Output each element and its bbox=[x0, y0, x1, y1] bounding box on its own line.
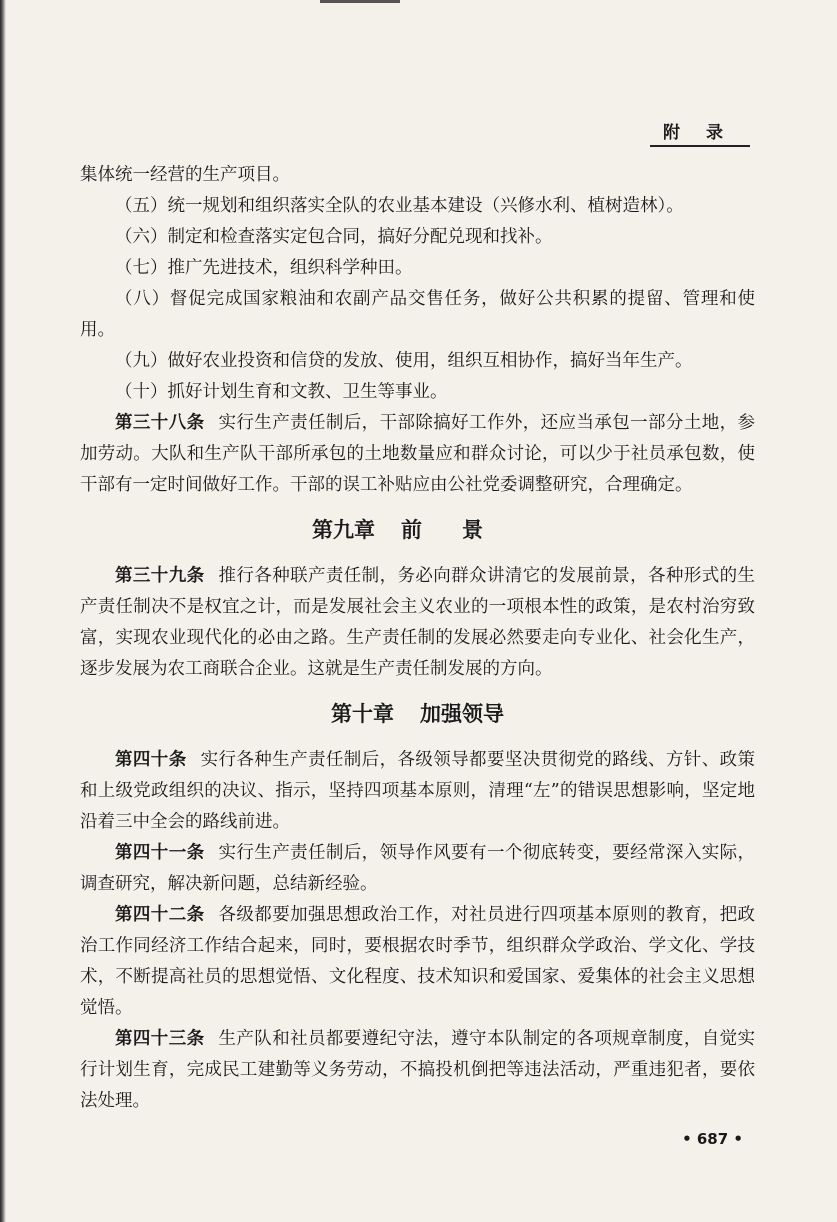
list-item-8: （八）督促完成国家粮油和农副产品交售任务，做好公共积累的提留、管理和使用。 bbox=[80, 289, 755, 340]
article-text: 生产队和社员都要遵纪守法，遵守本队制定的各项规章制度，自觉实行计划生育，完成民工建勤等义务劳动，不搞投机倒把等违法活动，严重违犯者，要依法处理。 bbox=[80, 1029, 756, 1111]
article-label: 第三十九条 bbox=[115, 566, 205, 586]
article-text: 推行各种联产责任制，务必向群众讲清它的发展前景，各种形式的生产责任制决不是权宜之计，而是发展社会主义农业的一项根本性的政策，是农村治穷致富，实现农业现代化的必由之路。生产责任制的发展必然要走向专业化、社会化生产，逐步发展为农工商联合企业。这就是生产责任制发展的方向。 bbox=[80, 566, 756, 679]
article-label: 第四十三条 bbox=[115, 1029, 205, 1049]
header-rule bbox=[650, 145, 750, 147]
chapter-title: 前景 bbox=[401, 518, 523, 542]
page-number: • 687 • bbox=[682, 1130, 743, 1148]
article-label: 第四十条 bbox=[115, 750, 187, 770]
scan-edge bbox=[0, 0, 6, 1222]
article-text: 实行生产责任制后，干部除搞好工作外，还应当承包一部分土地，参加劳动。大队和生产队干部所承包的土地数量应和群众讨论，可以少于社员承包数，使干部有一定时间做好工作。干部的误工补贴应由公社党委调整研究，合理确定。 bbox=[80, 413, 756, 495]
list-item-9: （九）做好农业投资和信贷的发放、使用，组织互相协作，搞好当年生产。 bbox=[115, 351, 693, 371]
chapter-heading-9 bbox=[80, 515, 755, 545]
chapter-heading-10 bbox=[80, 699, 755, 729]
article-41 bbox=[80, 838, 755, 900]
list-item-7: （七）推广先进技术，组织科学种田。 bbox=[115, 258, 413, 278]
article-40 bbox=[80, 745, 755, 838]
article-text: 实行各种生产责任制后，各级领导都要坚决贯彻党的路线、方针、政策和上级党政组织的决议、指示，坚持四项基本原则，清理“左”的错误思想影响，坚定地沿着三中全会的路线前进。 bbox=[80, 750, 756, 832]
paragraph-continuation: 集体统一经营的生产项目。 bbox=[80, 165, 290, 185]
article-43 bbox=[80, 1024, 755, 1117]
running-header: 附录 bbox=[663, 123, 749, 143]
chapter-number: 第九章 bbox=[312, 518, 375, 542]
chapter-title: 加强领导 bbox=[420, 702, 504, 726]
article-42 bbox=[80, 900, 755, 1024]
article-text: 实行生产责任制后，领导作风要有一个彻底转变，要经常深入实际，调查研究，解决新问题，总结新经验。 bbox=[80, 843, 756, 894]
list-item-10: （十）抓好计划生育和文教、卫生等事业。 bbox=[115, 382, 448, 402]
chapter-number: 第十章 bbox=[331, 702, 394, 726]
article-text: 各级都要加强思想政治工作，对社员进行四项基本原则的教育，把政治工作同经济工作结合起来，同时，要根据农时季节，组织群众学政治、学文化、学技术，不断提高社员的思想觉悟、文化程度、技术知识和爱国家、爱集体的社会主义思想觉悟。 bbox=[80, 905, 756, 1018]
article-label: 第三十八条 bbox=[115, 413, 205, 433]
article-label: 第四十一条 bbox=[115, 843, 205, 863]
scan-top-mark bbox=[320, 0, 400, 3]
article-label: 第四十二条 bbox=[115, 905, 205, 925]
article-38 bbox=[80, 408, 755, 501]
list-item-6: （六）制定和检查落实定包合同，搞好分配兑现和找补。 bbox=[115, 227, 553, 247]
article-39 bbox=[80, 561, 755, 685]
page-body bbox=[80, 160, 755, 1117]
list-item-5: （五）统一规划和组织落实全队的农业基本建设（兴修水利、植树造林）。 bbox=[115, 196, 684, 216]
